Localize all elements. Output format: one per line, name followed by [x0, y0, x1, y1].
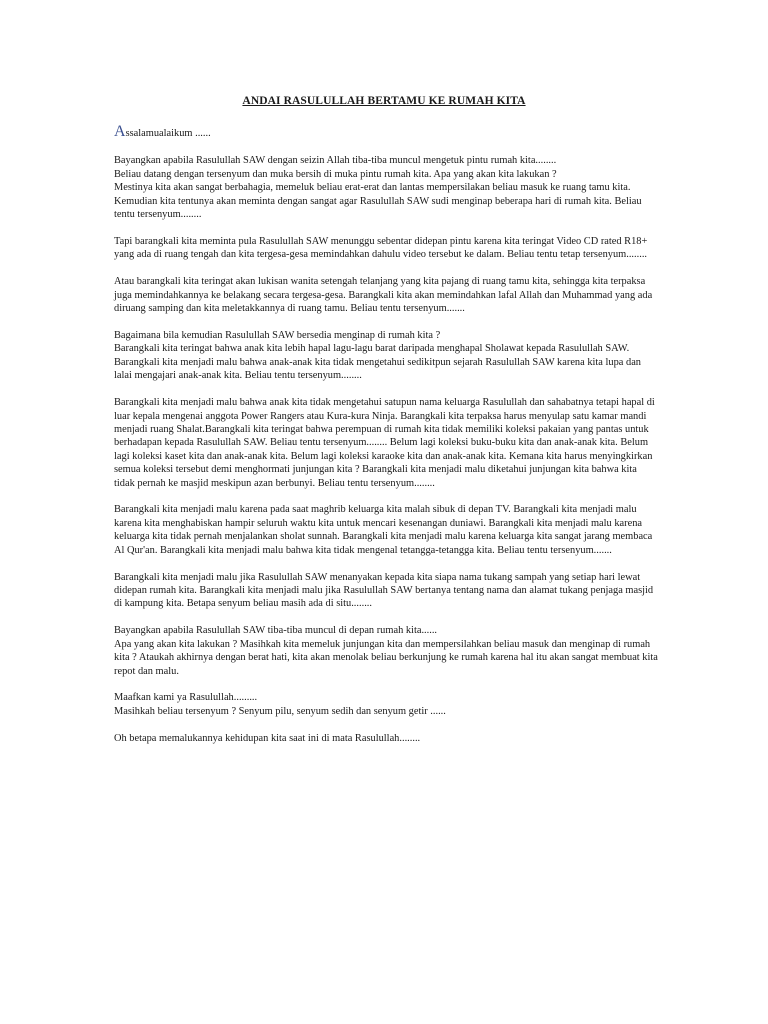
paragraph-line: Bayangkan apabila Rasulullah SAW tiba-tiba muncul di depan rumah kita...... [114, 625, 438, 637]
paragraph-line: Barangkali kita teringat bahwa anak kita lebih hapal lagu-lagu barat daripada menghapal Sholawat kepada Rasulullah SAW. Barangkali kita menjadi malu bahwa anak-anak kita tidak mengetahui sedikitpun sejarah Rasulullah SAW karena kita lupa dan lalai mengajari anak-anak kita. Beliau tentu tersenyum........ [114, 343, 641, 382]
paragraph [114, 691, 659, 718]
paragraph-line: Barangkali kita menjadi malu karena pada saat maghrib keluarga kita malah sibuk di depan TV. Barangkali kita menjadi malu karena kita menghabiskan hampir seluruh waktu kita untuk mencari kesenangan duniawi. Barangkali kita menjadi malu karena keluarga kita tidak pernah menjalankan sholat sunnah. Barangkali kita menjadi malu karena keluarga kita sangat jarang membaca Al Qur'an. Barangkali kita menjadi malu bahwa kita tidak mengenal tetangga-tetangga kita. Beliau tentu tersenyum....... [114, 504, 653, 556]
greeting [114, 125, 659, 140]
paragraph [114, 571, 659, 611]
paragraph-line: Mestinya kita akan sangat berbahagia, memeluk beliau erat-erat dan lantas mempersilakan beliau masuk ke ruang tamu kita. Kemudian kita tentunya akan meminta dengan sangat agar Rasulullah SAW sudi menginap beberapa hari di rumah kita. Beliau tentu tersenyum........ [114, 182, 642, 221]
greeting-text: ssalamualaikum ...... [125, 128, 211, 139]
paragraph-line: Beliau datang dengan tersenyum dan muka bersih di muka pintu rumah kita. Apa yang akan kita lakukan ? [114, 168, 557, 180]
paragraph [114, 503, 659, 557]
paragraph [114, 275, 659, 315]
paragraph-line: Masihkah beliau tersenyum ? Senyum pilu, senyum sedih dan senyum getir ...... [114, 705, 446, 717]
paragraph-line: Bayangkan apabila Rasulullah SAW dengan seizin Allah tiba-tiba muncul mengetuk pintu rumah kita........ [114, 155, 557, 167]
paragraph-line: Barangkali kita menjadi malu bahwa anak kita tidak mengetahui satupun nama keluarga Rasulullah dan sahabatnya tetapi hapal di luar kepala mengenai anggota Power Rangers atau Kura-kura Ninja. Barangkali kita terpaksa harus menyulap satu kamar mandi menjadi ruang Shalat.Barangkali kita teringat bahwa perempuan di rumah kita tidak memiliki koleksi pakaian yang pantas untuk berhadapan kepada Rasulullah SAW. Beliau tentu tersenyum........ Belum lagi koleksi buku-buku kita dan anak-anak kita. Belum lagi koleksi kaset kita dan anak-anak kita. Belum lagi koleksi karaoke kita dan anak-anak kita. Kemana kita harus menyingkirkan semua koleksi tersebut demi menghormati junjungan kita ? Barangkali kita menjadi malu diketahui junjungan kita bahwa kita tidak pernah ke masjid meskipun azan berbunyi. Beliau tentu tersenyum........ [114, 397, 655, 489]
paragraph [114, 396, 659, 490]
paragraph [114, 235, 659, 262]
paragraph [114, 624, 659, 678]
paragraph-list [114, 154, 659, 745]
paragraph-line: Oh betapa memalukannya kehidupan kita saat ini di mata Rasulullah........ [114, 732, 421, 744]
paragraph [114, 732, 659, 745]
document-body [114, 125, 659, 759]
paragraph-line: Tapi barangkali kita meminta pula Rasulullah SAW menunggu sebentar didepan pintu karena kita teringat Video CD rated R18+ yang ada di ruang tengah dan kita tergesa-gesa memindahkan dahulu video tersebut ke dalam. Beliau tentu tetap tersenyum........ [114, 235, 648, 261]
document-title: ANDAI RASULULLAH BERTAMU KE RUMAH KITA [242, 95, 526, 107]
paragraph-line: Maafkan kami ya Rasulullah......... [114, 692, 258, 704]
paragraph-line: Barangkali kita menjadi malu jika Rasulullah SAW menanyakan kepada kita siapa nama tukang sampah yang setiap hari lewat didepan rumah kita. Barangkali kita menjadi malu jika Rasulullah SAW bertanya tentang nama dan alamat tukang penjaga masjid di kampung kita. Betapa senyum beliau masih ada di situ........ [114, 571, 654, 610]
paragraph [114, 154, 659, 221]
paragraph-line: Apa yang akan kita lakukan ? Masihkah kita memeluk junjungan kita dan mempersilahkan beliau masuk dan menginap di rumah kita ? Ataukah akhirnya dengan berat hati, kita akan menolak beliau berkunjung ke rumah karena hal itu akan sangat membuat kita repot dan malu. [114, 638, 658, 677]
greeting-initial: A [114, 123, 126, 140]
paragraph [114, 329, 659, 383]
paragraph-line: Atau barangkali kita teringat akan lukisan wanita setengah telanjang yang kita pajang di ruang tamu kita, sehingga kita terpaksa juga memindahkannya ke belakang secara tergesa-gesa. Barangkali kita akan memindahkan lafal Allah dan Muhammad yang ada diruang samping dan kita meletakkannya di ruang tamu. Beliau tentu tersenyum....... [114, 276, 653, 315]
paragraph-line: Bagaimana bila kemudian Rasulullah SAW bersedia menginap di rumah kita ? [114, 329, 441, 341]
